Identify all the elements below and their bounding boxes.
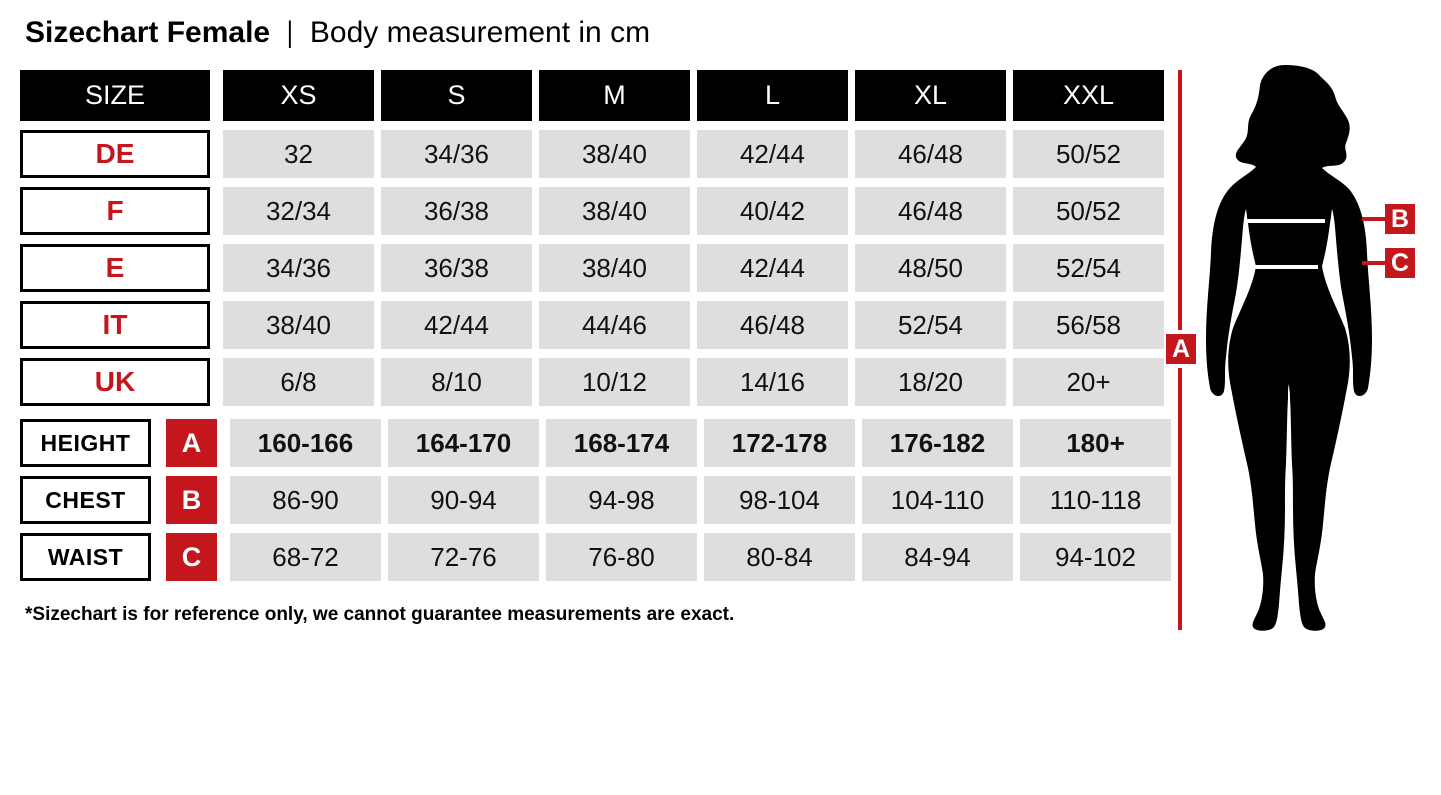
measure-value-cell: 164-170 — [388, 419, 539, 467]
size-value-cell: 50/52 — [1013, 130, 1164, 178]
waist-marker-badge: C — [1385, 248, 1415, 278]
column-header-cell: XS — [223, 70, 374, 121]
size-value-cell: 38/40 — [539, 130, 690, 178]
measure-value-cell: 94-98 — [546, 476, 697, 524]
measure-value-cell: 76-80 — [546, 533, 697, 581]
measure-value-cell: 104-110 — [862, 476, 1013, 524]
size-value-cell: 8/10 — [381, 358, 532, 406]
measure-row — [20, 419, 1170, 467]
size-value-cell: 42/44 — [697, 244, 848, 292]
title-separator: | — [286, 16, 294, 49]
page-title — [25, 16, 650, 50]
measurement-figure — [1160, 60, 1441, 650]
size-value-cell: 56/58 — [1013, 301, 1164, 349]
column-header-cell: L — [697, 70, 848, 121]
measure-letter-badge: A — [166, 419, 217, 467]
measure-value-cell: 72-76 — [388, 533, 539, 581]
measure-value-cell: 84-94 — [862, 533, 1013, 581]
size-value-cell: 36/38 — [381, 244, 532, 292]
waist-pointer-line — [1362, 261, 1386, 265]
measure-value-cell: 80-84 — [704, 533, 855, 581]
chest-pointer-line — [1362, 217, 1386, 221]
size-value-cell: 32/34 — [223, 187, 374, 235]
female-silhouette — [1160, 60, 1441, 650]
size-value-cell: 52/54 — [855, 301, 1006, 349]
size-value-cell: 18/20 — [855, 358, 1006, 406]
measure-value-cell: 176-182 — [862, 419, 1013, 467]
country-size-rows — [20, 130, 1170, 406]
height-marker-badge: A — [1166, 334, 1196, 364]
measure-letter-badge: C — [166, 533, 217, 581]
column-header-cell: M — [539, 70, 690, 121]
size-value-cell: 46/48 — [855, 187, 1006, 235]
measure-row — [20, 533, 1170, 581]
size-value-cell: 6/8 — [223, 358, 374, 406]
size-value-cell: 38/40 — [223, 301, 374, 349]
country-row — [20, 358, 1170, 406]
measure-label: WAIST — [20, 533, 151, 581]
size-value-cell: 14/16 — [697, 358, 848, 406]
measure-value-cell: 98-104 — [704, 476, 855, 524]
size-value-cell: 48/50 — [855, 244, 1006, 292]
measure-value-cell: 90-94 — [388, 476, 539, 524]
country-label: DE — [20, 130, 210, 178]
country-label: E — [20, 244, 210, 292]
measure-value-cell: 168-174 — [546, 419, 697, 467]
column-header-cell: S — [381, 70, 532, 121]
size-value-cell: 52/54 — [1013, 244, 1164, 292]
size-value-cell: 36/38 — [381, 187, 532, 235]
chest-marker-badge: B — [1385, 204, 1415, 234]
size-value-cell: 32 — [223, 130, 374, 178]
size-value-cell: 42/44 — [697, 130, 848, 178]
body-measure-rows — [20, 419, 1170, 581]
country-row — [20, 187, 1170, 235]
measure-letter-badge: B — [166, 476, 217, 524]
country-row — [20, 301, 1170, 349]
title-subtitle: Body measurement in cm — [309, 16, 651, 49]
measure-value-cell: 68-72 — [230, 533, 381, 581]
size-value-cell: 38/40 — [539, 187, 690, 235]
measure-value-cell: 180+ — [1020, 419, 1171, 467]
size-value-cell: 46/48 — [855, 130, 1006, 178]
country-label: IT — [20, 301, 210, 349]
measure-value-cell: 110-118 — [1020, 476, 1171, 524]
footnote: *Sizechart is for reference only, we cannot guarantee measurements are exact. — [25, 604, 735, 625]
measure-value-cell: 86-90 — [230, 476, 381, 524]
size-value-cell: 40/42 — [697, 187, 848, 235]
country-row — [20, 130, 1170, 178]
table-header-row — [20, 70, 1170, 121]
column-header-cell: XL — [855, 70, 1006, 121]
size-value-cell: 50/52 — [1013, 187, 1164, 235]
size-value-cell: 38/40 — [539, 244, 690, 292]
column-header-cell: XXL — [1013, 70, 1164, 121]
size-value-cell: 34/36 — [381, 130, 532, 178]
size-value-cell: 42/44 — [381, 301, 532, 349]
size-table — [20, 70, 1170, 590]
title-main: Sizechart Female — [25, 16, 271, 49]
size-value-cell: 20+ — [1013, 358, 1164, 406]
size-value-cell: 44/46 — [539, 301, 690, 349]
female-silhouette-body — [1206, 65, 1372, 631]
size-header-cell: SIZE — [20, 70, 210, 121]
size-value-cell: 10/12 — [539, 358, 690, 406]
size-value-cell: 46/48 — [697, 301, 848, 349]
country-row — [20, 244, 1170, 292]
measure-label: HEIGHT — [20, 419, 151, 467]
size-value-cell: 34/36 — [223, 244, 374, 292]
measure-value-cell: 94-102 — [1020, 533, 1171, 581]
measure-value-cell: 172-178 — [704, 419, 855, 467]
country-label: F — [20, 187, 210, 235]
measure-row — [20, 476, 1170, 524]
country-label: UK — [20, 358, 210, 406]
measure-label: CHEST — [20, 476, 151, 524]
measure-value-cell: 160-166 — [230, 419, 381, 467]
